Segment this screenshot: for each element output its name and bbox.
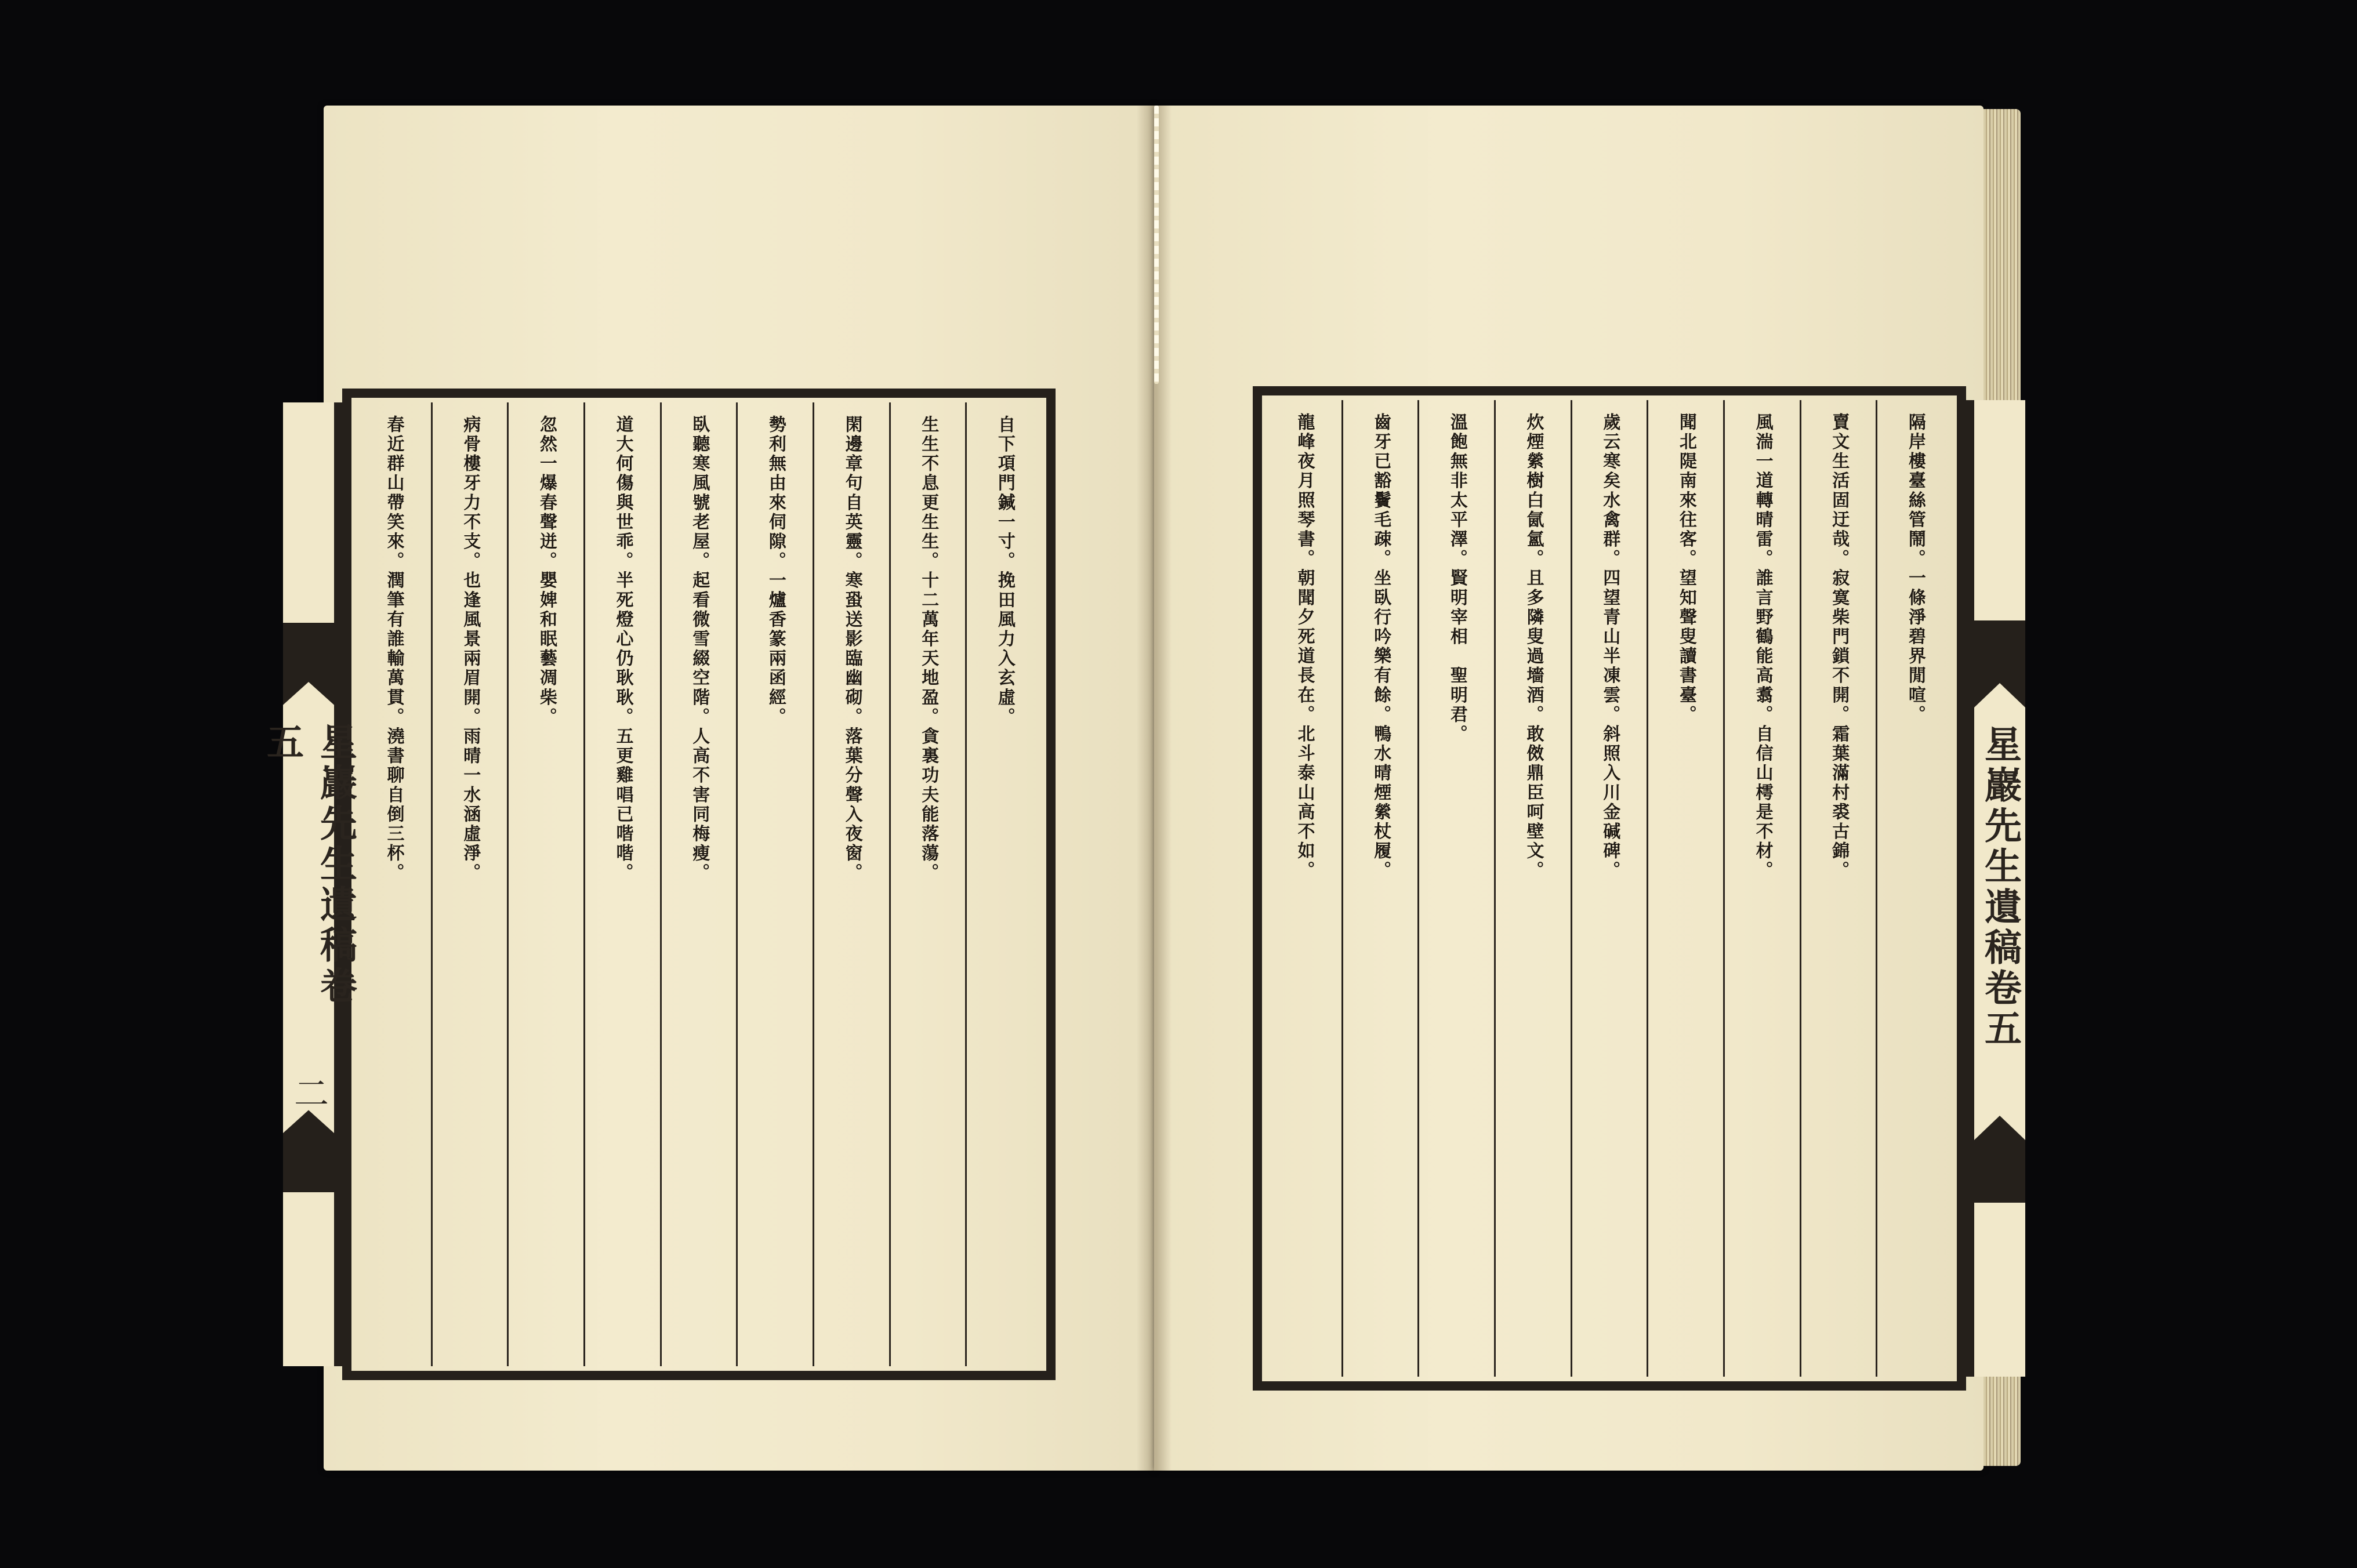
text-column [1876,400,1952,1377]
text-column [965,402,1042,1366]
column-text: 賣文生活固迂哉。寂寞柴門鎖不開。霜葉滿村裘古錦。 [1829,413,1850,881]
text-column [1267,400,1341,1377]
text-column [736,402,813,1366]
text-column [660,402,737,1366]
column-text: 自下項門鍼一寸。挽田風力入玄虛。 [994,415,1015,727]
text-column [1494,400,1571,1377]
right-columns [1267,400,1952,1377]
column-text: 春近群山帶笑來。潤筆有誰輸萬貫。澆書聊自倒三杯。 [383,415,404,883]
text-column [507,402,583,1366]
text-column [1571,400,1647,1377]
right-spine [1965,400,2025,1377]
column-text: 歲云寒矣水禽群。四望青山半凍雲。斜照入川金碱碑。 [1600,413,1620,881]
column-text: 生生不息更生生。十二萬年天地盈。貪裏功夫能落蕩。 [918,415,939,883]
column-text: 炊煙縈樹白氤氳。且多隣叟過墻酒。敢傚鼎臣呵壁文。 [1523,413,1544,881]
fishtail-mark [283,623,334,705]
left-spine-title: 星巖先生遺稿卷五 [260,722,357,1007]
text-column [1800,400,1876,1377]
fishtail-mark [283,1110,334,1192]
text-column [889,402,966,1366]
text-column [1723,400,1800,1377]
right-text-frame [1253,386,2022,1391]
text-column [583,402,660,1366]
binding-thread [1154,106,1159,384]
column-text: 聞北隄南來往客。望知聲叟讀書臺。 [1676,413,1696,725]
column-text: 風湍一道轉晴雷。誰言野鶴能高翥。自信山樗是不材。 [1752,413,1773,881]
column-text: 道大何傷與世乖。半死燈心仍耿耿。五更雞唱已喈喈。 [612,415,633,883]
column-text: 臥聽寒風號老屋。起看微雪綴空階。人高不害同梅瘦。 [689,415,710,883]
column-text: 閑邊章句自英靈。寒蛩送影臨幽砌。落葉分聲入夜窗。 [842,415,862,883]
left-text-frame [260,389,1056,1380]
column-text: 隔岸樓臺絲管鬧。一條淨碧界閒喧。 [1905,413,1926,725]
fishtail-mark [1974,1116,2025,1203]
fishtail-mark [1974,620,2025,707]
text-column [813,402,889,1366]
column-text: 病骨樓牙力不支。也逢風景兩眉開。雨晴一水涵虛淨。 [460,415,481,883]
column-text: 勢利無由來伺隙。一爐香篆兩函經。 [765,415,786,727]
text-column [1341,400,1418,1377]
left-spine [260,402,357,1366]
text-column [1647,400,1723,1377]
column-text: 齒牙已豁鬢毛疎。坐臥行吟樂有餘。鴨水晴煙縈杖履。 [1370,413,1391,881]
column-text: 龍峰夜月照琴書。朝聞夕死道長在。北斗泰山高不如。 [1294,413,1315,881]
column-text: 溫飽無非太平澤。賢明宰相 聖明君。 [1446,413,1467,745]
left-columns [356,402,1042,1366]
text-column [431,402,507,1366]
right-spine-title: 星巖先生遺稿卷五 [1978,725,2022,1050]
text-column [356,402,431,1366]
text-column [1417,400,1494,1377]
left-page-number: 二 [288,1075,329,1110]
column-text: 忽然一爆春聲迸。嬰婢和眠藝凋柴。 [536,415,557,727]
